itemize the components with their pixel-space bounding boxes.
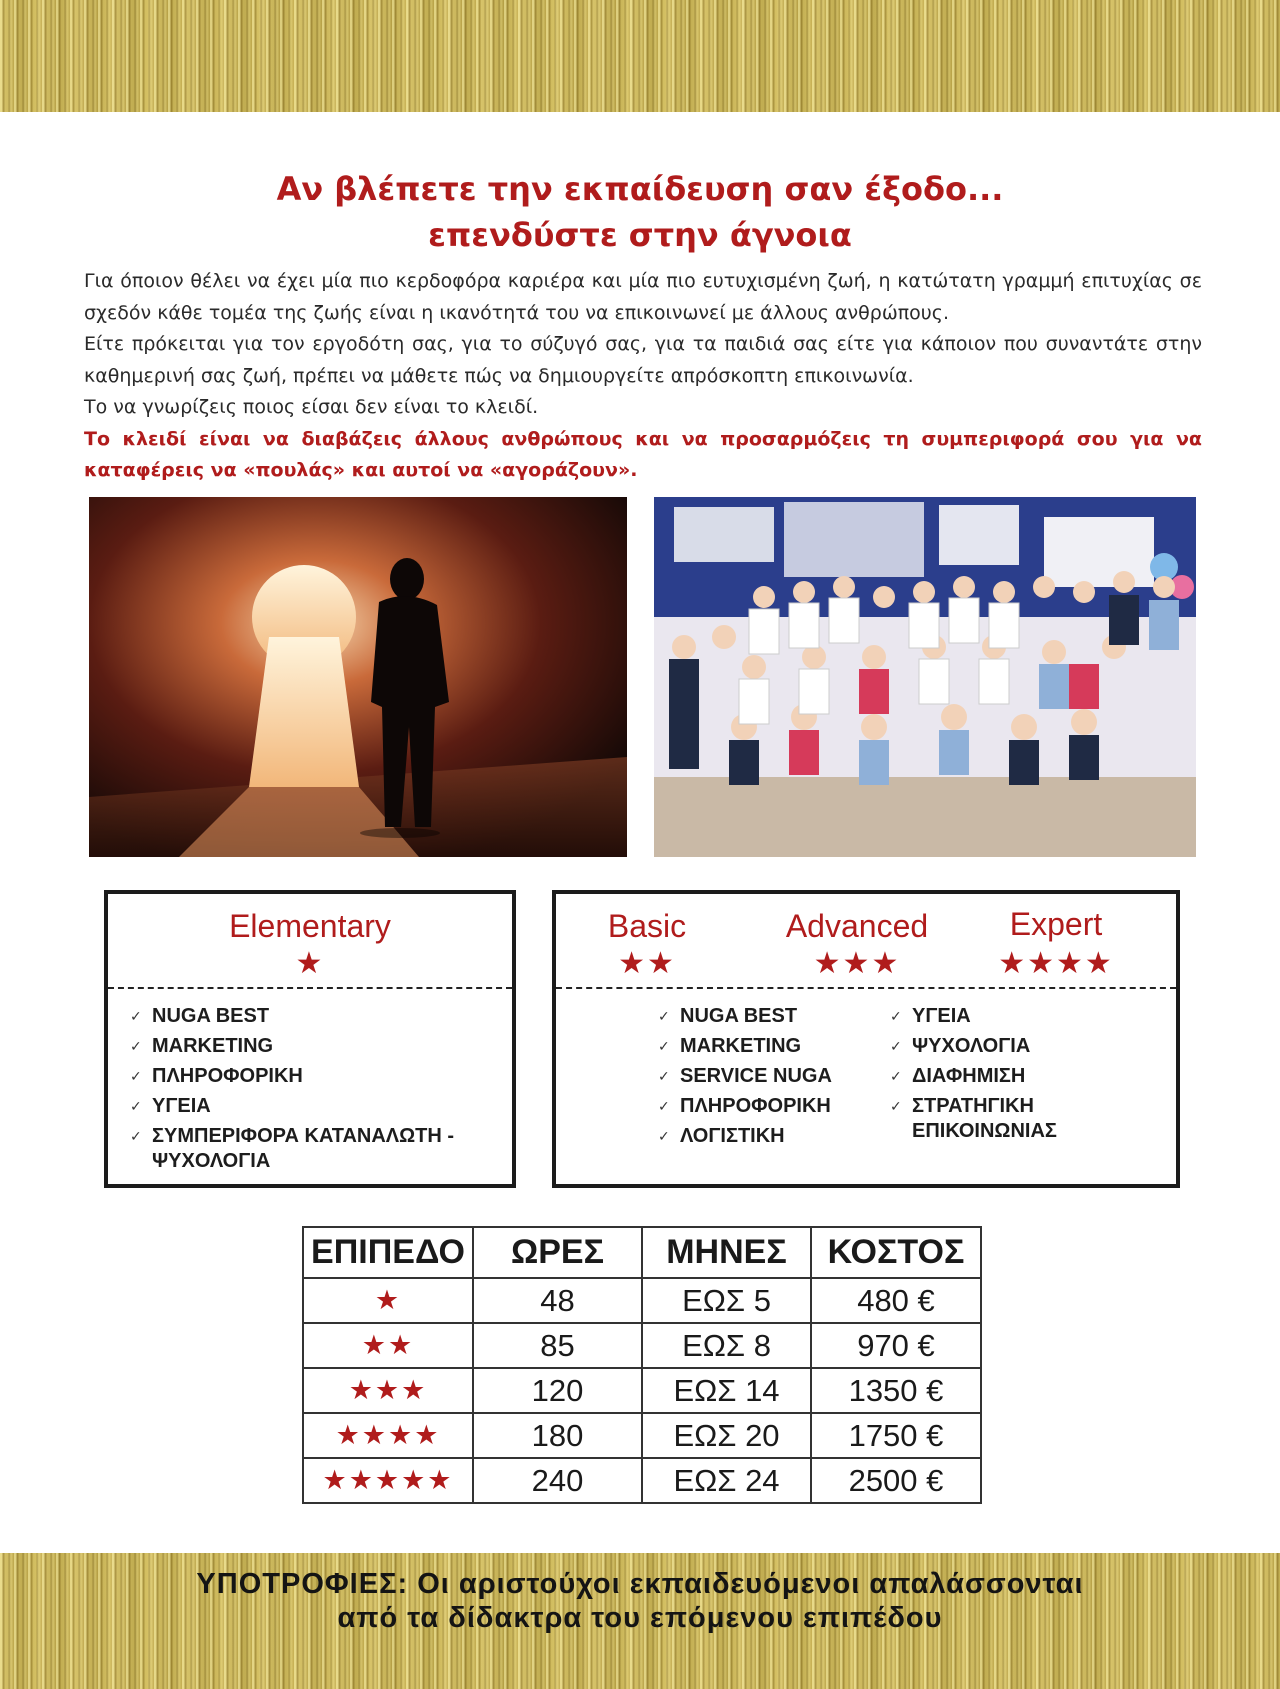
check-icon: ✓ — [130, 1069, 142, 1085]
cost-cell: 970 € — [811, 1323, 981, 1368]
hours-cell: 85 — [473, 1323, 642, 1368]
level-stars-cell: ★★ — [303, 1323, 473, 1368]
dashed-divider — [556, 987, 1176, 989]
header-level: ΕΠΙΠΕΔΟ — [303, 1227, 473, 1278]
intro-paragraph-2: Είτε πρόκειται για τον εργοδότη σας, για το σύζυγό σας, για τα παιδιά σας είτε για κάποιον που συναντάτε στην καθημερινή σας ζωή, πρέπει να μάθετε πώς να δημιουργείτε απρόσκοπτη επικοινωνία. — [84, 333, 1202, 387]
expert-stars: ★★★★ — [998, 946, 1114, 981]
headline-line-1: Αν βλέπετε την εκπαίδευση σαν έξοδο... — [276, 170, 1004, 208]
intro-paragraph-1: Για όποιον θέλει να έχει μία πιο κερδοφόρα καριέρα και μία πιο ευτυχισμένη ζωή, η κατώτατη γραμμή επιτυχίας σε σχεδόν κάθε τομέα της ζωής είναι η ικανότητά του να επικοινωνεί με άλλους ανθρώπους. — [84, 270, 1202, 324]
price-table-body — [303, 1278, 981, 1503]
course-label: SERVICE NUGA — [680, 1065, 832, 1087]
intro-key-statement: Το κλειδί είναι να διαβάζεις άλλους ανθρώπους και να προσαρμόζεις τη συμπεριφορά σου για να καταφέρεις να «πουλάς» και αυτοί να «αγοράζουν». — [84, 427, 1202, 481]
check-icon: ✓ — [890, 1069, 902, 1085]
elementary-stars: ★ — [295, 946, 325, 981]
course-item — [658, 1124, 878, 1149]
check-icon: ✓ — [890, 1099, 902, 1115]
months-cell: ΕΩΣ 24 — [642, 1458, 811, 1503]
course-label: NUGA BEST — [152, 1005, 270, 1027]
cost-cell: 2500 € — [811, 1458, 981, 1503]
headline — [0, 166, 1280, 258]
months-cell: ΕΩΣ 8 — [642, 1323, 811, 1368]
price-table-header-row — [303, 1227, 981, 1278]
course-item — [130, 1064, 490, 1089]
course-label: MARKETING — [680, 1035, 802, 1057]
header-hours: ΩΡΕΣ — [473, 1227, 642, 1278]
advanced-levels-box — [552, 890, 1180, 1188]
table-row — [303, 1368, 981, 1413]
header-months: ΜΗΝΕΣ — [642, 1227, 811, 1278]
course-item — [658, 1064, 878, 1089]
hours-cell: 180 — [473, 1413, 642, 1458]
group-illustration — [654, 497, 1196, 857]
advanced-course-list-col-2 — [890, 1004, 1090, 1149]
level-stars-cell: ★★★★ — [303, 1413, 473, 1458]
course-item — [130, 1004, 490, 1029]
course-item — [890, 1034, 1090, 1059]
course-label: ΥΓΕΙΑ — [912, 1005, 971, 1027]
keyhole-illustration — [89, 497, 627, 857]
check-icon: ✓ — [890, 1039, 902, 1055]
elementary-title: Elementary — [229, 908, 391, 944]
hours-cell: 48 — [473, 1278, 642, 1323]
intro-text — [84, 266, 1202, 487]
course-label: ΥΓΕΙΑ — [152, 1095, 211, 1117]
advanced-stars: ★★★ — [813, 946, 901, 981]
headline-line-2: επενδύστε στην άγνοια — [428, 216, 852, 254]
cost-cell: 1750 € — [811, 1413, 981, 1458]
check-icon: ✓ — [130, 1039, 142, 1055]
months-cell: ΕΩΣ 20 — [642, 1413, 811, 1458]
intro-paragraph-3: Το να γνωρίζεις ποιος είσαι δεν είναι το κλειδί. — [84, 396, 539, 418]
price-table — [302, 1226, 982, 1504]
advanced-course-list-col-1 — [658, 1004, 878, 1154]
level-stars-cell: ★★★★★ — [303, 1458, 473, 1503]
check-icon: ✓ — [658, 1069, 670, 1085]
course-label: ΠΛΗΡΟΦΟΡΙΚΗ — [680, 1095, 831, 1117]
course-item — [890, 1004, 1090, 1029]
course-item — [130, 1124, 490, 1174]
basic-stars: ★★ — [618, 946, 676, 981]
hours-cell: 120 — [473, 1368, 642, 1413]
check-icon: ✓ — [658, 1099, 670, 1115]
course-item — [130, 1034, 490, 1059]
check-icon: ✓ — [658, 1129, 670, 1145]
course-label: ΣΤΡΑΤΗΓΙΚΗ ΕΠΙΚΟΙΝΩΝΙΑΣ — [912, 1095, 1057, 1142]
scholarship-line-1: ΥΠΟΤΡΟΦΙΕΣ: Οι αριστούχοι εκπαιδευόμενοι απαλάσσονται — [196, 1568, 1084, 1600]
cost-cell: 1350 € — [811, 1368, 981, 1413]
course-label: ΠΛΗΡΟΦΟΡΙΚΗ — [152, 1065, 303, 1087]
course-item — [890, 1064, 1090, 1089]
check-icon: ✓ — [890, 1009, 902, 1025]
group-photo — [654, 497, 1196, 857]
course-label: ΣΥΜΠΕΡΙΦΟΡΑ ΚΑΤΑΝΑΛΩΤΗ - ΨΥΧΟΛΟΓΙΑ — [152, 1125, 455, 1172]
course-label: ΔΙΑΦΗΜΙΣΗ — [912, 1065, 1026, 1087]
hours-cell: 240 — [473, 1458, 642, 1503]
elementary-course-list — [130, 1004, 490, 1179]
check-icon: ✓ — [658, 1009, 670, 1025]
course-label: NUGA BEST — [680, 1005, 798, 1027]
check-icon: ✓ — [658, 1039, 670, 1055]
course-item — [890, 1094, 1090, 1144]
course-item — [130, 1094, 490, 1119]
elementary-level-box — [104, 890, 516, 1188]
table-row — [303, 1413, 981, 1458]
advanced-title: Advanced — [785, 908, 929, 944]
cost-cell: 480 € — [811, 1278, 981, 1323]
decorative-gold-band-top — [0, 0, 1280, 112]
table-row — [303, 1278, 981, 1323]
course-label: MARKETING — [152, 1035, 274, 1057]
table-row — [303, 1458, 981, 1503]
level-stars-cell: ★★★ — [303, 1368, 473, 1413]
course-item — [658, 1004, 878, 1029]
course-label: ΨΥΧΟΛΟΓΙΑ — [912, 1035, 1031, 1057]
months-cell: ΕΩΣ 14 — [642, 1368, 811, 1413]
months-cell: ΕΩΣ 5 — [642, 1278, 811, 1323]
header-cost: ΚΟΣΤΟΣ — [811, 1227, 981, 1278]
dashed-divider — [108, 987, 512, 989]
basic-title: Basic — [607, 908, 687, 944]
expert-title: Expert — [1009, 906, 1103, 942]
keyhole-photo — [89, 497, 627, 857]
check-icon: ✓ — [130, 1099, 142, 1115]
course-label: ΛΟΓΙΣΤΙΚΗ — [680, 1125, 785, 1147]
scholarship-line-2: από τα δίδακτρα του επόμενου επιπέδου — [337, 1602, 943, 1634]
scholarship-notice — [0, 1567, 1280, 1635]
check-icon: ✓ — [130, 1129, 142, 1145]
level-stars-cell: ★ — [303, 1278, 473, 1323]
check-icon: ✓ — [130, 1009, 142, 1025]
course-item — [658, 1094, 878, 1119]
table-row — [303, 1323, 981, 1368]
course-item — [658, 1034, 878, 1059]
